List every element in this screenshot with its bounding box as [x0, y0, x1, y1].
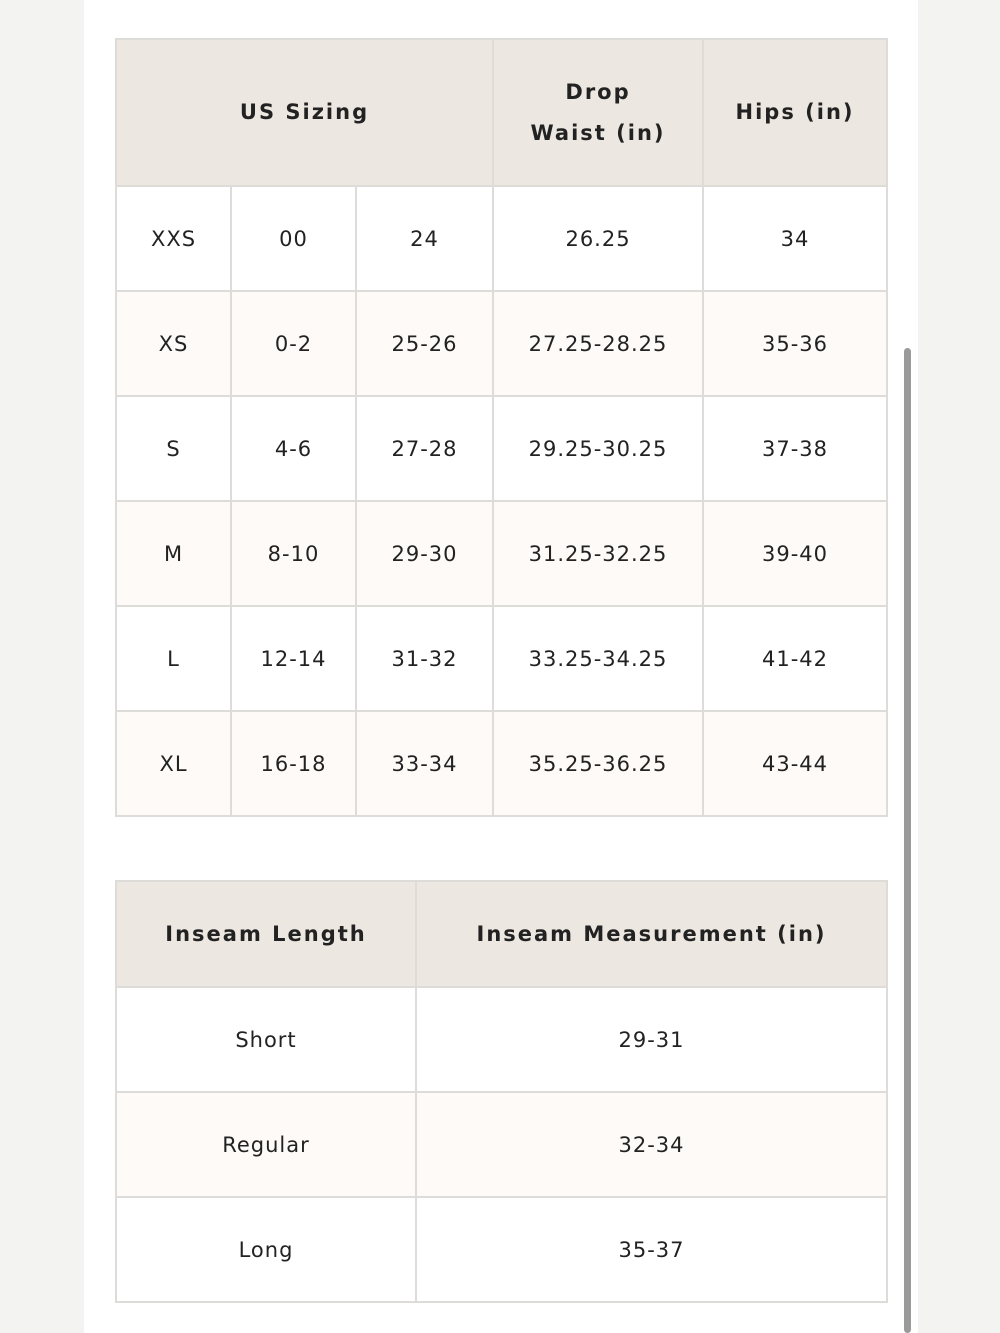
drop-waist-cell: 35.25-36.25	[493, 711, 703, 816]
waist-cell: 31-32	[356, 606, 493, 711]
size-label: XS	[116, 291, 231, 396]
table-row	[116, 186, 887, 291]
hips-cell: 41-42	[703, 606, 887, 711]
size-label: S	[116, 396, 231, 501]
table-row	[116, 606, 887, 711]
hips-cell: 35-36	[703, 291, 887, 396]
waist-cell: 29-30	[356, 501, 493, 606]
inseam-length-cell: Short	[116, 987, 416, 1092]
table-row	[116, 1197, 887, 1302]
inseam-chart-table	[115, 880, 888, 1303]
size-label: XXS	[116, 186, 231, 291]
us-size-cell: 8-10	[231, 501, 356, 606]
us-size-cell: 00	[231, 186, 356, 291]
drop-waist-cell: 29.25-30.25	[493, 396, 703, 501]
inseam-measurement-cell: 29-31	[416, 987, 887, 1092]
size-label: L	[116, 606, 231, 711]
inseam-length-cell: Regular	[116, 1092, 416, 1197]
drop-waist-cell: 33.25-34.25	[493, 606, 703, 711]
us-size-cell: 0-2	[231, 291, 356, 396]
hips-cell: 34	[703, 186, 887, 291]
waist-cell: 24	[356, 186, 493, 291]
waist-cell: 25-26	[356, 291, 493, 396]
waist-cell: 27-28	[356, 396, 493, 501]
hips-cell: 39-40	[703, 501, 887, 606]
us-size-cell: 16-18	[231, 711, 356, 816]
scrollbar-thumb[interactable]	[904, 348, 911, 1333]
sizing-header-row	[116, 39, 887, 186]
us-size-cell: 4-6	[231, 396, 356, 501]
hips-cell: 43-44	[703, 711, 887, 816]
drop-waist-cell: 31.25-32.25	[493, 501, 703, 606]
inseam-measurement-cell: 32-34	[416, 1092, 887, 1197]
header-drop-waist	[493, 39, 703, 186]
table-row	[116, 711, 887, 816]
us-size-cell: 12-14	[231, 606, 356, 711]
drop-waist-cell: 27.25-28.25	[493, 291, 703, 396]
drop-waist-cell: 26.25	[493, 186, 703, 291]
header-inseam-measurement: Inseam Measurement (in)	[416, 881, 887, 987]
table-row	[116, 987, 887, 1092]
table-row	[116, 396, 887, 501]
inseam-measurement-cell: 35-37	[416, 1197, 887, 1302]
inseam-length-cell: Long	[116, 1197, 416, 1302]
header-inseam-length: Inseam Length	[116, 881, 416, 987]
sizing-chart-table	[115, 38, 888, 817]
table-row	[116, 1092, 887, 1197]
size-label: M	[116, 501, 231, 606]
waist-cell: 33-34	[356, 711, 493, 816]
hips-cell: 37-38	[703, 396, 887, 501]
size-label: XL	[116, 711, 231, 816]
header-us-sizing: US Sizing	[116, 39, 493, 186]
table-row	[116, 501, 887, 606]
header-drop-waist-label: Drop Waist (in)	[530, 79, 666, 145]
inseam-header-row	[116, 881, 887, 987]
header-hips: Hips (in)	[703, 39, 887, 186]
table-row	[116, 291, 887, 396]
